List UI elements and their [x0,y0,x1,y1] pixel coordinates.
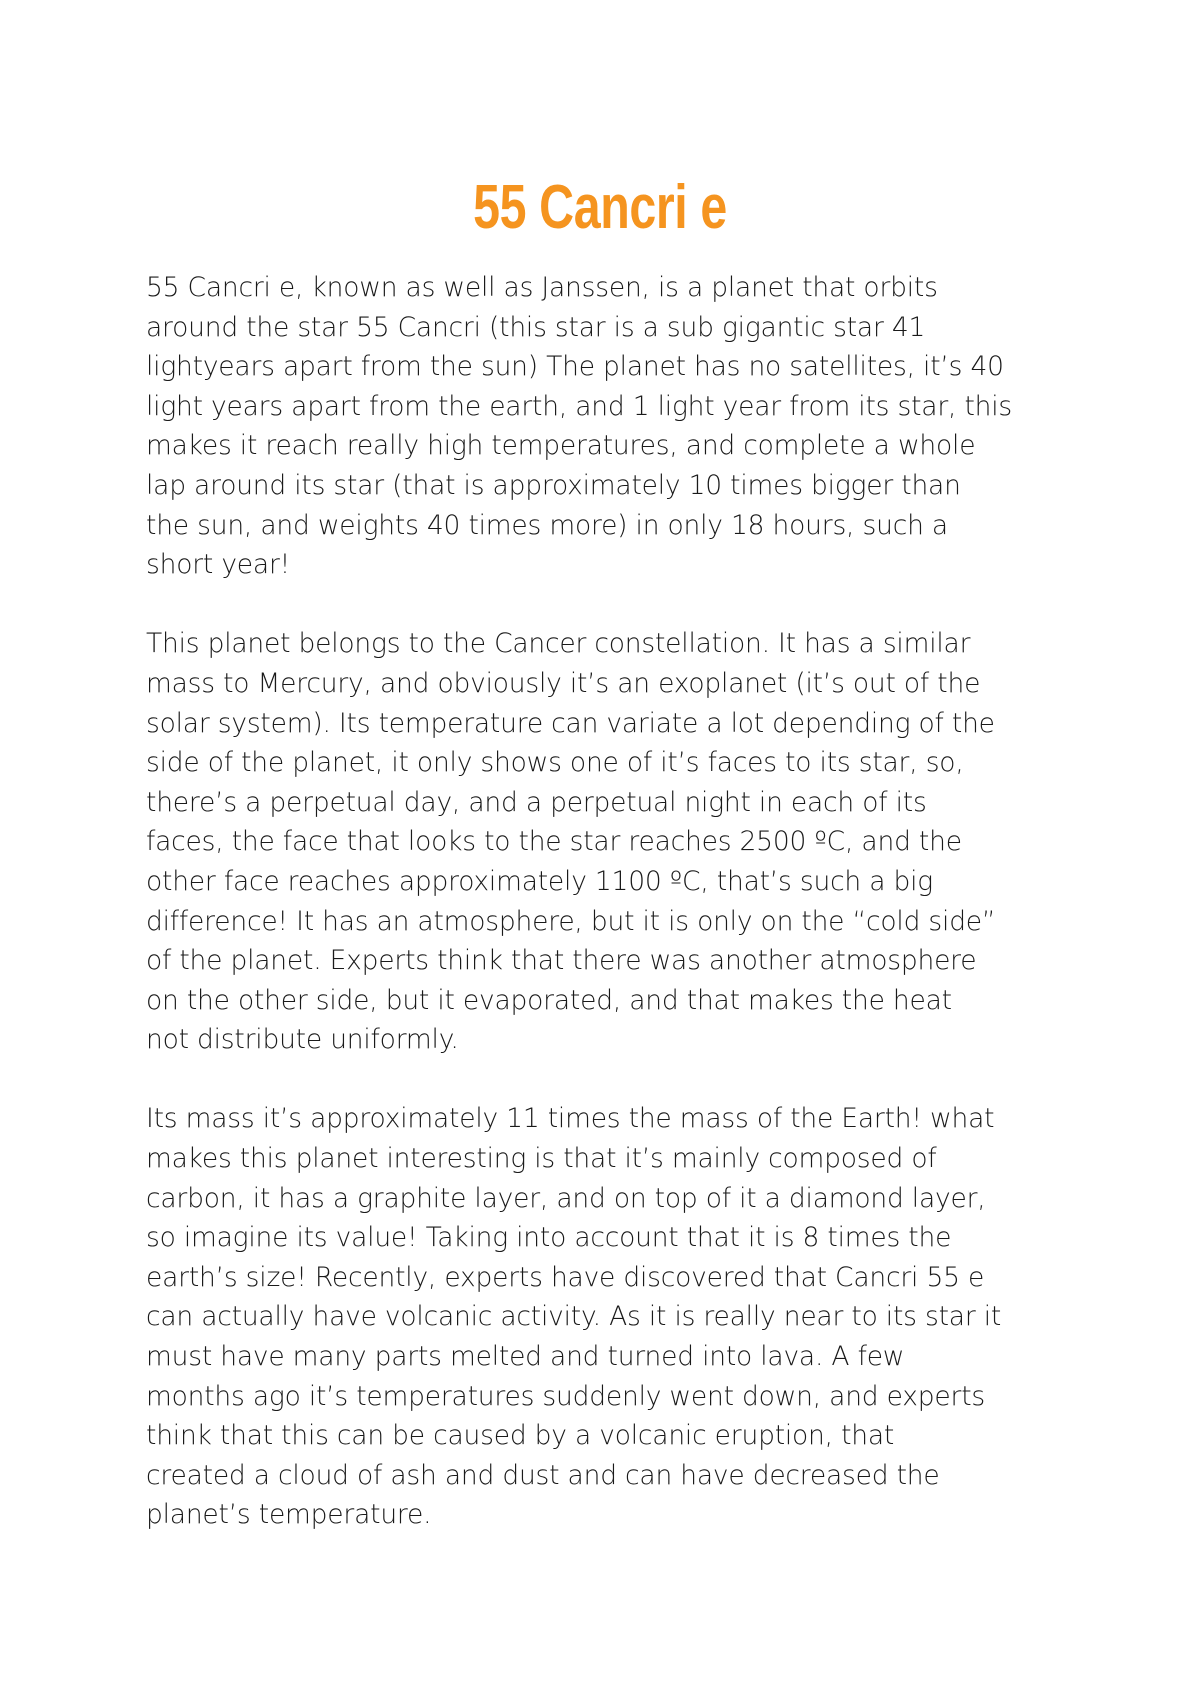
text-line: light years apart from the earth, and 1 light year from its star, this [146,390,1013,422]
text-line: makes it reach really high temperatures, and complete a whole [146,430,976,462]
text-line: lightyears apart from the sun) The planet has no satellites, it’s 40 [146,351,1004,383]
text-line: can actually have volcanic activity. As it is really near to its star it [146,1301,1002,1333]
text-line: must have many parts melted and turned into lava. A few [146,1341,905,1373]
text-line: mass to Mercury, and obviously it’s an exoplanet (it’s out of the [146,667,981,699]
text-line: months ago it’s temperatures suddenly went down, and experts [146,1380,985,1412]
text-line: 55 Cancri e, known as well as Janssen, is a planet that orbits [146,272,938,303]
text-line: think that this can be caused by a volcanic eruption, that [146,1420,895,1452]
paragraph-3 [146,1099,1086,1535]
text-line: there’s a perpetual day, and a perpetual night in each of its [146,786,927,818]
text-line: other face reaches approximately 1100 ºC, that’s such a big [146,865,934,897]
text-line: created a cloud of ash and dust and can have decreased the [146,1459,940,1491]
text-line: planet’s temperature. [146,1499,432,1531]
text-line: on the other side, but it evaporated, and that makes the heat [146,984,952,1016]
text-line: so imagine its value! Taking into account that it is 8 times the [146,1222,952,1254]
text-line: makes this planet interesting is that it’s mainly composed of [146,1143,937,1175]
text-line: around the star 55 Cancri (this star is a sub gigantic star 41 [146,311,926,343]
text-line: faces, the face that looks to the star reaches 2500 ºC, and the [146,826,962,858]
text-line: Its mass it’s approximately 11 times the mass of the Earth! what [146,1103,995,1135]
text-line: of the planet. Experts think that there was another atmosphere [146,945,977,977]
text-line: short year! [146,549,291,581]
text-line: earth’s size! Recently, experts have discovered that Cancri 55 e [146,1261,985,1293]
paragraph-1 [146,268,1086,585]
text-line: not distribute uniformly. [146,1024,459,1056]
document-body [146,268,1086,1575]
text-line: difference! It has an atmosphere, but it is only on the “cold side” [146,905,996,937]
text-line: solar system). Its temperature can variate a lot depending of the [146,707,995,739]
text-line: lap around its star (that is approximately 10 times bigger than [146,469,961,501]
text-line: carbon, it has a graphite layer, and on top of it a diamond layer, [146,1182,986,1214]
page-title: 55 Cancri e [473,173,727,242]
text-line: the sun, and weights 40 times more) in only 18 hours, such a [146,509,948,541]
text-line: This planet belongs to the Cancer constellation. It has a similar [146,628,971,660]
text-line: side of the planet, it only shows one of it’s faces to its star, so, [146,747,964,779]
paragraph-2 [146,624,1086,1060]
